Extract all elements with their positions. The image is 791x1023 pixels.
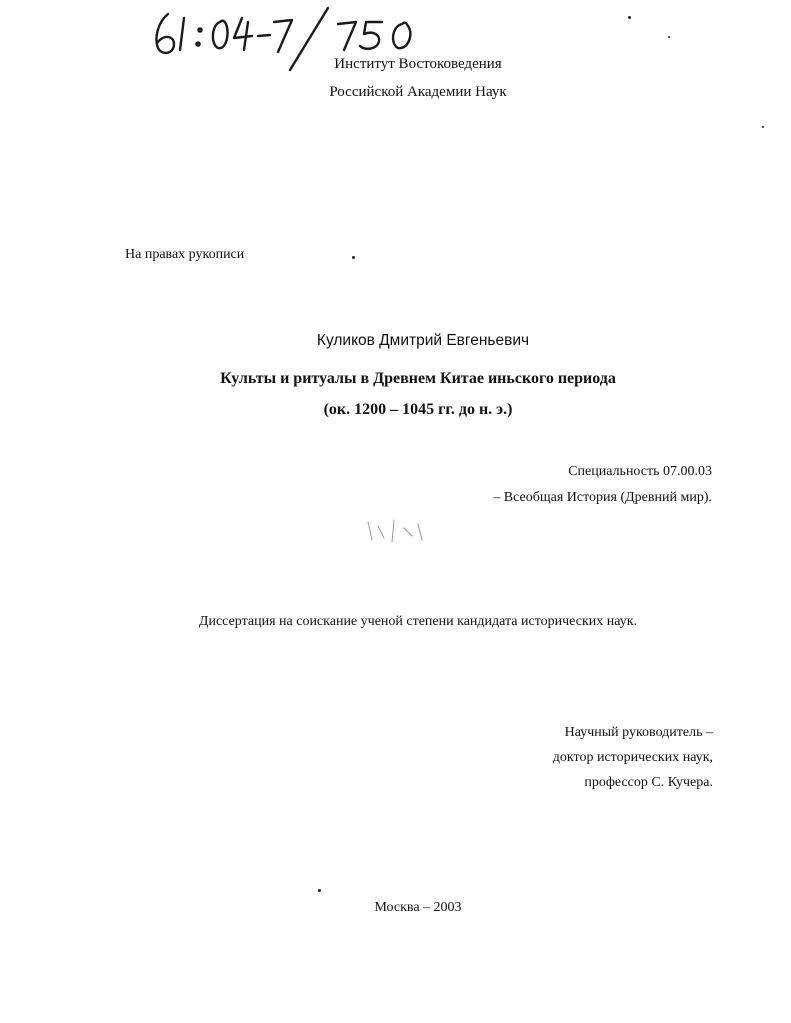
scan-speck: [762, 126, 764, 128]
faint-stamp-mark: [360, 512, 450, 546]
academy-name: Российской Академии Наук: [329, 84, 507, 100]
city-year: Москва – 2003: [374, 900, 462, 915]
specialty-code: Специальность 07.00.03: [568, 464, 712, 479]
rights-note: На правах рукописи: [125, 247, 245, 262]
dissertation-period: (ок. 1200 – 1045 гг. до н. э.): [323, 401, 513, 418]
specialty-name: – Всеобщая История (Древний мир).: [493, 490, 712, 505]
scan-speck: [352, 256, 355, 259]
scan-speck: [668, 36, 670, 38]
supervisor-role: Научный руководитель –: [564, 725, 713, 740]
supervisor-name: профессор С. Кучера.: [584, 775, 713, 790]
author-name: Куликов Дмитрий Евгеньевич: [316, 332, 530, 349]
dissertation-note: Диссертация на соискание ученой степени кандидата исторических наук.: [198, 614, 638, 629]
supervisor-degree: доктор исторических наук,: [552, 750, 713, 765]
dissertation-title: Культы и ритуалы в Древнем Китае иньского периода: [220, 370, 616, 387]
scan-speck: [628, 16, 631, 19]
scan-speck: [318, 889, 321, 892]
institute-name: Институт Востоковедения: [334, 56, 502, 72]
